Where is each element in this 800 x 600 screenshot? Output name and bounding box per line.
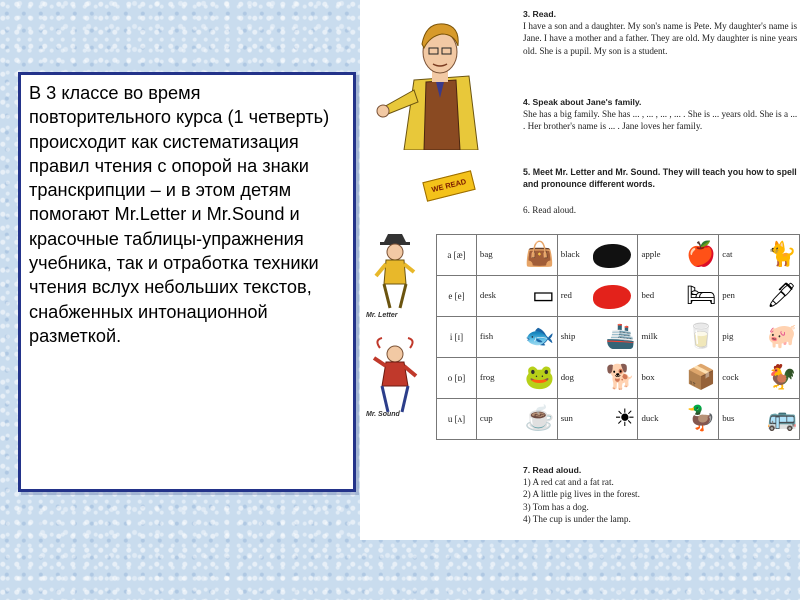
word-table-row [437,317,800,358]
exercise-7-line: 2) A little pig lives in the forest. [523,489,640,500]
pen-icon: 🖊 [766,282,797,309]
box-icon: 📦 [686,364,717,391]
word-label: cock [722,372,739,382]
word-label: dog [560,372,574,382]
word-cell [719,358,800,399]
mr-sound-label: Mr. Sound [366,411,400,418]
exercise-7-line: 3) Tom has a dog. [523,501,589,512]
apple-icon: 🍎 [686,241,717,268]
word-cell [476,235,557,276]
word-table-row [437,276,800,317]
word-cell [719,317,800,358]
cock-icon: 🐓 [767,364,797,391]
exercise-7-line: 4) The cup is under the lamp. [523,513,631,524]
word-label: bag [479,249,493,259]
word-cell [638,358,719,399]
teacher-illustration-icon [374,10,504,150]
word-cell [476,276,557,317]
sound-cell: i [ɪ] [437,317,477,358]
word-label: black [560,249,580,259]
word-cell [557,276,638,317]
black-blot-icon [593,244,631,268]
word-label: apple [641,249,661,259]
mr-sound-icon [370,336,420,416]
word-table-row [437,399,800,440]
mr-letter-label: Mr. Letter [366,312,398,319]
ship-icon: 🚢 [605,323,636,350]
textbook-page [360,0,800,540]
bed-icon: 🛏 [685,282,717,309]
bag-icon: 👜 [524,241,555,268]
word-cell [557,358,638,399]
exercise-4-heading: 4. Speak about Jane's family. [523,97,642,107]
fish-icon: 🐟 [524,323,555,350]
sound-cell: u [ʌ] [437,399,477,440]
word-cell [476,358,557,399]
slide-text-box [18,72,356,492]
word-label: bus [722,413,735,423]
word-label: red [560,290,572,300]
desk-icon: ▭ [532,282,555,309]
word-label: pig [722,331,734,341]
word-label: desk [479,290,497,300]
exercise-7-heading: 7. Read aloud. [523,465,582,475]
word-label: ship [560,331,576,341]
exercise-5-heading: 5. Meet Mr. Letter and Mr. Sound. They will teach you how to spell and pronounce different words. [523,167,797,189]
red-blot-icon [593,285,631,309]
exercise-3-body: I have a son and a daughter. My son's name is Pete. My daughter's name is Jane. I have a mother and a father. They are old. My daughter is nine years old. She is a pupil. My son is a student. [523,21,798,56]
sound-cell: o [ɒ] [437,358,477,399]
word-label: pen [722,290,735,300]
word-cell [719,235,800,276]
exercise-7-line: 1) A red cat and a fat rat. [523,477,614,488]
word-table-row [437,358,800,399]
word-cell [638,235,719,276]
frog-icon: 🐸 [524,364,555,391]
word-cell [638,317,719,358]
sun-icon: ☀ [613,405,636,432]
sound-cell: e [e] [437,276,477,317]
word-label: sun [560,413,573,423]
word-cell [719,276,800,317]
bus-icon: 🚌 [767,405,797,432]
word-label: cup [479,413,493,423]
exercise-3-heading: 3. Read. [523,9,556,19]
word-label: duck [641,413,659,423]
cat-icon: 🐈 [767,241,797,268]
word-cell [557,399,638,440]
cup-icon: ☕ [524,405,555,432]
word-cell [638,399,719,440]
word-cell [719,399,800,440]
slide-text: В 3 классе во время повторительного курса (1 четверть) происходит как систематизация правил чтения с опорой на знаки транскрипции – и в этом детям помогают Mr.Letter и Mr.Sound и красочные таблицы-упражнения учебника, так и отработка техники чтения вслух небольших текстов, снабженных интонационной разметкой. [29,83,330,346]
word-cell [557,317,638,358]
word-label: bed [641,290,655,300]
word-cell [638,276,719,317]
word-cell [557,235,638,276]
exercise-3 [523,8,798,57]
word-label: fish [479,331,494,341]
pig-icon: 🐖 [767,323,797,350]
word-label: cat [722,249,733,259]
we-read-badge: WE READ [422,170,475,202]
word-label: frog [479,372,495,382]
word-label: box [641,372,655,382]
dog-icon: 🐕 [605,364,636,391]
exercise-7 [523,464,793,525]
word-cell [476,399,557,440]
exercise-4 [523,96,798,133]
mr-letter-icon [370,232,420,312]
word-label: milk [641,331,658,341]
word-picture-table [436,234,800,440]
milk-icon: 🥛 [686,323,717,350]
exercise-6-heading: 6. Read aloud. [523,205,577,215]
word-table-row [437,235,800,276]
sound-cell: a [æ] [437,235,477,276]
word-cell [476,317,557,358]
duck-icon: 🦆 [686,405,717,432]
exercise-4-body: She has a big family. She has ... , ... , ... , ... . She is ... years old. She is a ... . Her brother's name is ... . Jane loves her family. [523,109,798,132]
